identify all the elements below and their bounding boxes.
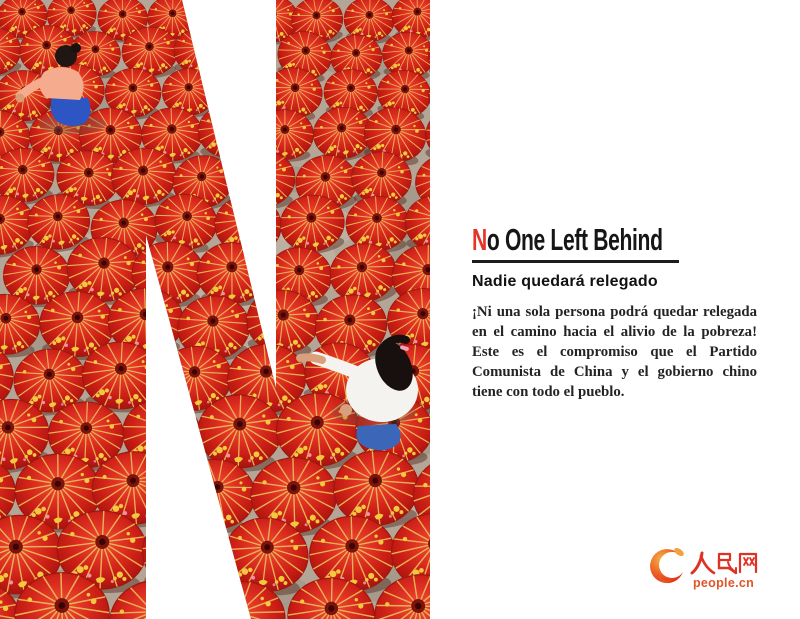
headline-underline bbox=[472, 260, 679, 263]
headline bbox=[472, 224, 663, 255]
subtitle: Nadie quedará relegado bbox=[472, 273, 658, 290]
people-cn-domain: people.cn bbox=[693, 576, 755, 590]
people-cn-chinese-wordmark bbox=[692, 553, 756, 573]
headline-rest: o One Left Behind bbox=[486, 222, 663, 257]
headline-initial: N bbox=[472, 222, 487, 257]
people-cn-globe-icon bbox=[650, 546, 685, 583]
body-text: ¡Ni una sola persona podrá quedar relegada en el camino hacia el alivio de la pobreza! Este es el compromiso que el Partido Comunista de China y el gobierno chino tiene con todo el pueblo. bbox=[472, 304, 757, 400]
people-cn-logo[interactable] bbox=[646, 544, 780, 594]
